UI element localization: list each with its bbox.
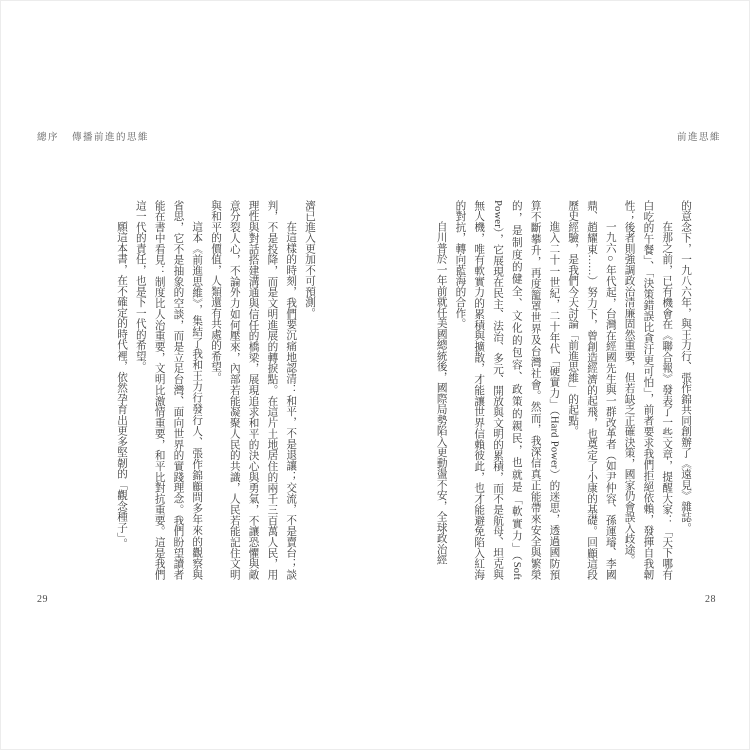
paragraph: 願這本書，在不確定的時代裡，依然孕育出更多堅韌的「觀念種子」。 bbox=[116, 221, 128, 550]
running-head-right-title: 前進思維 bbox=[676, 133, 721, 143]
running-head-right bbox=[677, 129, 721, 143]
running-head-section-label: 總序 bbox=[37, 133, 60, 143]
page-right bbox=[374, 1, 749, 751]
page-left bbox=[1, 1, 376, 751]
page-left-body-text bbox=[60, 200, 318, 580]
page-right-body-text bbox=[428, 200, 694, 580]
paragraph: 一九六○年代起，台灣在經國先生與一群改革者（如尹仲容、孫運璿、李國鼎、趙耀東……）努力下，曾創造經濟的起飛，也奠定了小康的基礎。回顧這段歷史經驗，是我們今天討論「前進思維」的起點。 bbox=[567, 200, 616, 580]
paragraph: 自川普於一年前就任美國總統後，國際局勢陷入更動盪不安，全球政治經 bbox=[435, 221, 447, 566]
page-number-left: 29 bbox=[37, 594, 48, 605]
paragraph: 在那之前，已有機會在《聯合報》發表了一些文章，提醒大家：「天下哪有白吃的午餐」、「決策錯誤比貪汙更可怕」，前者要求我們拒絕依賴，發揮自我韌性；後者則強調政治清廉固然重要，但若缺乏正確決策，國家仍會誤入歧途。 bbox=[623, 200, 673, 580]
paragraph: 的意念下，一九八六年，與王力行、張作錦共同創辦了《遠見》雜誌。 bbox=[680, 200, 691, 534]
page-number-right: 28 bbox=[705, 594, 716, 605]
paragraph: 這本《前進思維》，集結了我和王力行發行人、張作錦顧問多年來的觀察與省思，它不是抽象的空談，而是立足台灣、面向世界的實踐理念。我們盼望讀者能在書中看見：制度比人治重要，文明比激情重要，和平比對抗重要。這是我們這一代的責任，也是下一代的希望。 bbox=[134, 200, 203, 580]
running-head-left-title: 傳播前進的思維 bbox=[72, 133, 150, 143]
paragraph: 進入二十一世紀，二十年代「硬實力」（Hard Power）的迷思，透過國防預算不斷攀升，再度籠罩世界及台灣社會。然而，我深信真正能帶來安全與繁榮的，是制度的健全、文化的包容、政策的親民，也就是「軟實力」（Soft Power），它展現在民主、法治、多元、開放與文明的累積，而不是航母、坦克與無人機，唯有軟實力的累積與擴散，才能讓世界信賴彼此，也才能避免陷入紅海的對抗，轉向藍海的合作。 bbox=[454, 200, 560, 580]
paragraph: 在這樣的時刻，我們要沉痛地認清：和平，不是退讓；交流，不是賣台；談判，不是投降，而是文明進展的轉捩點。在這片土地居住的兩千三百萬人民，用理性與對話搭建溝通與信任的橋梁，展現追求和平的決心與勇氣，不讓恐懼與敵意分裂人心，不論外力如何壓來，內部若能凝聚人民的共識，人民若能記住文明與和平的價值，人類還有共處的希望。 bbox=[210, 200, 297, 580]
paragraph: 濟已進入更加不可預測。 bbox=[304, 200, 315, 319]
running-head-left bbox=[37, 129, 149, 143]
